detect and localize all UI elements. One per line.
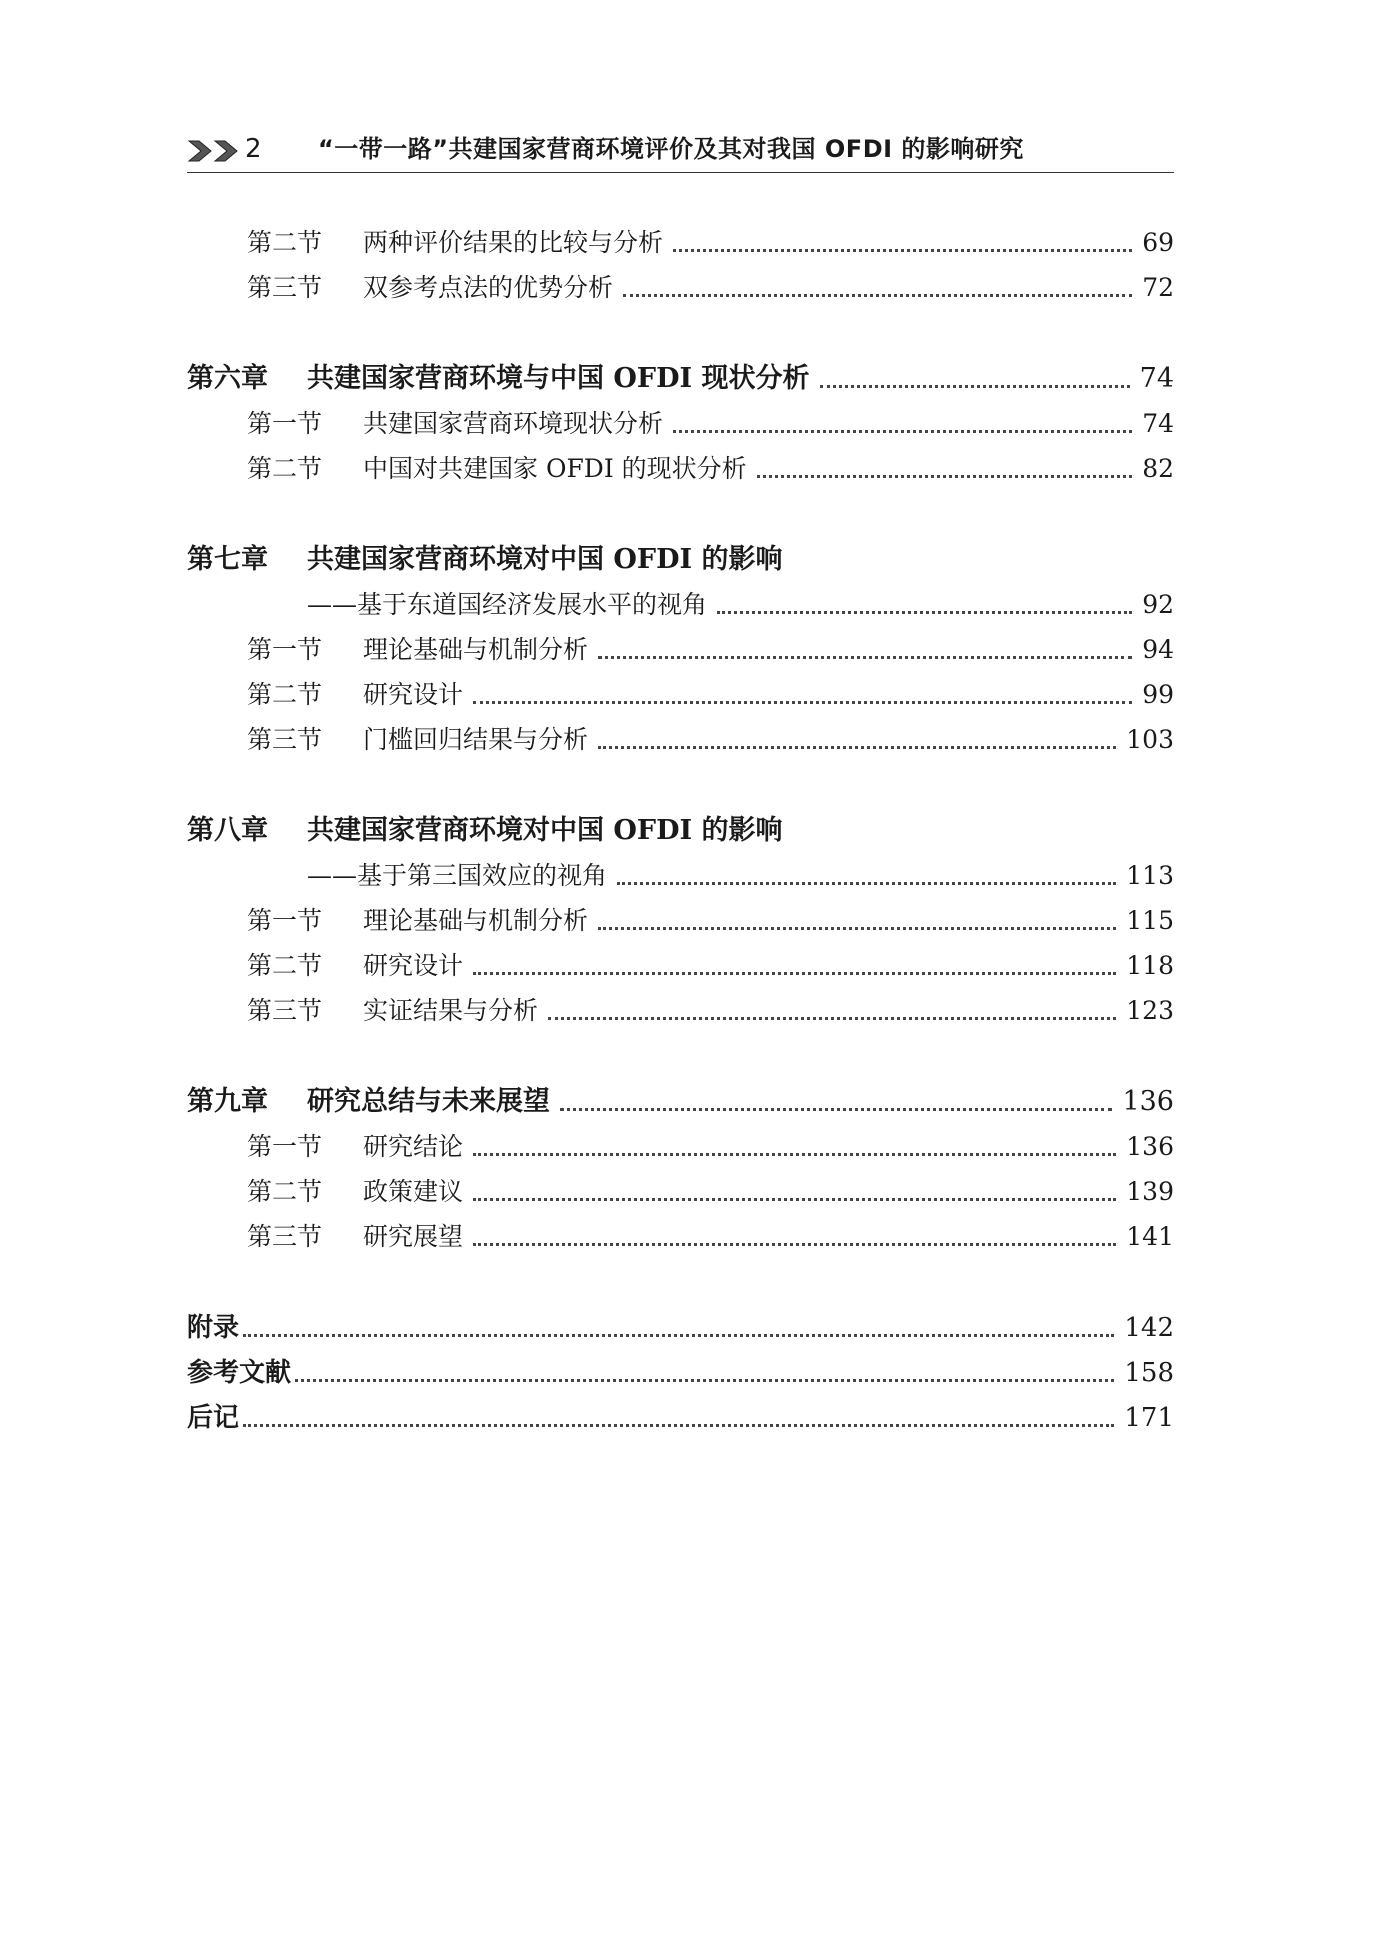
dot-leader [473, 960, 1116, 975]
chapter-title: 共建国家营商环境对中国 OFDI 的影响 [307, 815, 783, 846]
dot-leader [673, 418, 1132, 433]
entry-title: 实证结果与分析 [363, 996, 539, 1025]
section-number: 第一节 [247, 906, 323, 935]
section-number: 第二节 [247, 1177, 323, 1206]
page-ref: 72 [1142, 273, 1174, 302]
page-ref: 123 [1126, 996, 1174, 1025]
toc-entry[interactable] [247, 716, 1174, 756]
chapter-title: 研究总结与未来展望 [307, 1086, 550, 1117]
section-number: 第二节 [247, 680, 323, 709]
page-ref: 139 [1126, 1177, 1174, 1206]
toc-entry[interactable] [247, 219, 1174, 259]
dot-leader [598, 644, 1132, 659]
section-number: 第二节 [247, 454, 323, 483]
toc-entry[interactable] [247, 626, 1174, 666]
entry-title: 门槛回归结果与分析 [363, 725, 589, 754]
page-ref: 136 [1122, 1086, 1174, 1117]
dot-leader [560, 1096, 1112, 1111]
section-number: 第三节 [247, 273, 323, 302]
chapter-title: 共建国家营商环境对中国 OFDI 的影响 [307, 544, 783, 575]
dot-leader [295, 1367, 1114, 1382]
double-chevron-icon [187, 138, 243, 164]
page-ref: 142 [1124, 1313, 1174, 1343]
page-ref: 141 [1126, 1222, 1174, 1251]
page-ref: 74 [1139, 363, 1174, 394]
toc-entry[interactable] [247, 445, 1174, 485]
entry-title: 研究展望 [363, 1222, 464, 1251]
entry-title: 参考文献 [187, 1358, 292, 1388]
dot-leader [243, 1322, 1114, 1337]
dot-leader [243, 1412, 1114, 1427]
toc-entry[interactable] [247, 1213, 1174, 1253]
toc-afterword[interactable] [187, 1394, 1174, 1434]
book-title: “一带一路”共建国家营商环境评价及其对我国 OFDI 的影响研究 [318, 135, 1024, 163]
entry-title: 附录 [187, 1313, 240, 1343]
toc-chapter[interactable] [187, 807, 1174, 847]
page-ref: 136 [1126, 1132, 1174, 1161]
dot-leader [598, 915, 1116, 930]
page-number: 2 [245, 134, 262, 164]
dot-leader [673, 237, 1132, 252]
toc-entry[interactable] [247, 671, 1174, 711]
toc-subtitle[interactable] [307, 581, 1174, 621]
toc-entry[interactable] [247, 987, 1174, 1027]
toc-entry[interactable] [247, 1168, 1174, 1208]
toc-entry[interactable] [247, 942, 1174, 982]
chapter-number: 第八章 [187, 815, 268, 846]
running-header [187, 130, 1174, 173]
section-number: 第三节 [247, 725, 323, 754]
chapter-number: 第九章 [187, 1086, 268, 1117]
chapter-number: 第六章 [187, 363, 268, 394]
page-ref: 74 [1142, 409, 1174, 438]
entry-title: 理论基础与机制分析 [363, 635, 589, 664]
entry-title: 研究设计 [363, 680, 464, 709]
toc-appendix[interactable] [187, 1304, 1174, 1344]
section-number: 第一节 [247, 1132, 323, 1161]
section-number: 第三节 [247, 1222, 323, 1251]
toc-entry[interactable] [247, 1123, 1174, 1163]
toc-chapter[interactable] [187, 355, 1174, 395]
toc-chapter[interactable] [187, 536, 1174, 576]
dot-leader [623, 282, 1132, 297]
entry-title: 共建国家营商环境现状分析 [363, 409, 664, 438]
page-ref: 99 [1142, 680, 1174, 709]
chapter-subtitle: ——基于第三国效应的视角 [307, 861, 608, 890]
chapter-number: 第七章 [187, 544, 268, 575]
page-ref: 158 [1124, 1358, 1174, 1388]
page-ref: 171 [1124, 1403, 1174, 1433]
section-number: 第三节 [247, 996, 323, 1025]
entry-title: 研究设计 [363, 951, 464, 980]
page-ref: 92 [1142, 590, 1174, 619]
section-number: 第二节 [247, 951, 323, 980]
dot-leader [598, 734, 1116, 749]
page-ref: 103 [1126, 725, 1174, 754]
page-ref: 69 [1142, 228, 1174, 257]
section-number: 第一节 [247, 409, 323, 438]
dot-leader [473, 689, 1132, 704]
dot-leader [617, 870, 1116, 885]
page-ref: 118 [1126, 951, 1174, 980]
dot-leader [548, 1005, 1116, 1020]
page-ref: 94 [1142, 635, 1174, 664]
dot-leader [820, 373, 1130, 388]
page-ref: 113 [1126, 861, 1174, 890]
entry-title: 研究结论 [363, 1132, 464, 1161]
entry-title: 政策建议 [363, 1177, 464, 1206]
dot-leader [717, 599, 1132, 614]
chapter-title: 共建国家营商环境与中国 OFDI 现状分析 [307, 363, 810, 394]
entry-title: 理论基础与机制分析 [363, 906, 589, 935]
dot-leader [473, 1231, 1116, 1246]
toc-subtitle[interactable] [307, 852, 1174, 892]
dot-leader [473, 1141, 1116, 1156]
toc-entry[interactable] [247, 400, 1174, 440]
dot-leader [473, 1186, 1116, 1201]
page-ref: 115 [1126, 906, 1174, 935]
toc-chapter[interactable] [187, 1078, 1174, 1118]
section-number: 第二节 [247, 228, 323, 257]
toc-entry[interactable] [247, 264, 1174, 304]
entry-title: 双参考点法的优势分析 [363, 273, 614, 302]
section-number: 第一节 [247, 635, 323, 664]
page-ref: 82 [1142, 454, 1174, 483]
toc-references[interactable] [187, 1349, 1174, 1389]
entry-title: 两种评价结果的比较与分析 [363, 228, 664, 257]
toc-entry[interactable] [247, 897, 1174, 937]
entry-title: 中国对共建国家 OFDI 的现状分析 [363, 454, 747, 483]
chapter-subtitle: ——基于东道国经济发展水平的视角 [307, 590, 708, 619]
entry-title: 后记 [187, 1403, 240, 1433]
dot-leader [757, 463, 1133, 478]
